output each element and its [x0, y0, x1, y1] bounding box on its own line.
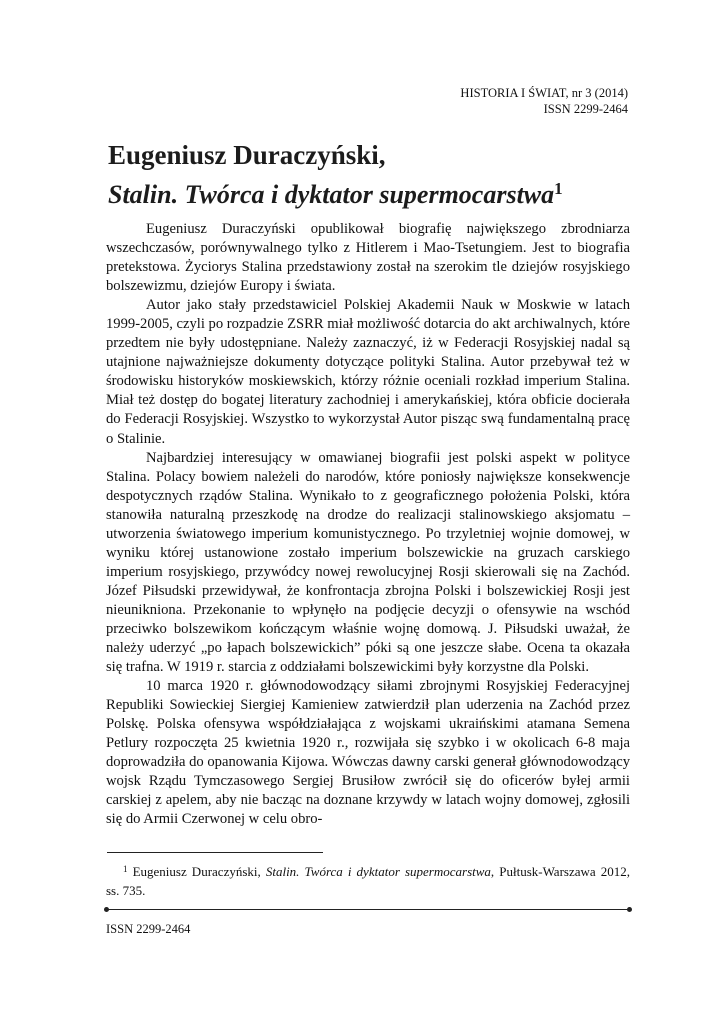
- paragraph: Eugeniusz Duraczyński opublikował biografię największego zbrodniarza wszechczasów, porównywalnego tylko z Hitlerem i Mao-Tsetungiem. Jest to biografia pretekstowa. Życiorys Stalina przedstawiony został na szerokim tle dziejów rosyjskiego bolszewizmu, dziejów Europy i świata.: [106, 221, 630, 295]
- paragraph: Najbardziej interesujący w omawianej biografii jest polski aspekt w polityce Stalina. Polacy bowiem należeli do narodów, które poniosły największe konsekwencje despotycznych rządów Stalina. Wynikało to z geograficznego położenia Polski, która stanowiła naturalną przeszkodę na drodze do realizacji stalinowskiego aksjomatu – utworzenia światowego imperium komunistycznego. Po trzyletniej wojnie domowej, w wyniku której ustanowione zostało imperium bolszewickie na gruzach carskiego imperium rosyjskiego, przywódcy nowej rewolucyjnej Rosji skierowali się na Zachód. Józef Piłsudski przewidywał, że konfrontacja zbrojna Polski i bolszewickiej Rosji jest nieunikniona. Przekonanie to wpłynęło na podjęcie decyzji o ofensywie na wschód przeciwko bolszewikom kończącym właśnie wojnę domową. J. Piłsudski uważał, że należy uderzyć „po łapach bolszewickich” póki są one jeszcze słabe. Ocena ta okazała się trafna. W 1919 r. starcia z oddziałami bolszewickimi były korzystne dla Polski.: [106, 449, 630, 676]
- rule-end-dot: [627, 907, 632, 912]
- paragraph: Autor jako stały przedstawiciel Polskiej Akademii Nauk w Moskwie w latach 1999-2005, czyli po rozpadzie ZSRR miał możliwość dotarcia do akt archiwalnych, które przedtem nie były udostępniane. Należy zaznaczyć, iż w Federacji Rosyjskiej nadal są utajnione najważniejsze dokumenty dotyczące polityki Stalina. Autor przebywał też w środowisku historyków moskiewskich, którzy różnie oceniali rozkład imperium Stalina. Miał też dostęp do bogatej literatury zachodniej i amerykańskiej, która obficie docierała do Federacji Rosyjskiej. Wszystko to wykorzystał Autor pisząc swą fundamentalną pracę o Stalinie.: [106, 297, 631, 447]
- footnote-separator: [107, 852, 323, 853]
- body-text: [106, 220, 630, 830]
- title-book-text: Stalin. Twórca i dyktator supermocarstwa: [108, 180, 555, 209]
- footer-issn: ISSN 2299-2464: [106, 922, 191, 936]
- footer-rule: [106, 909, 630, 910]
- footnote-book-title: Stalin. Twórca i dyktator supermocarstwa: [265, 864, 491, 879]
- footnote-author: Eugeniusz Duraczyński,: [132, 864, 266, 879]
- header-issn: ISSN 2299-2464: [543, 102, 628, 116]
- footnote-details: , Pułtusk-Warszawa 2012, ss. 735.: [106, 864, 630, 898]
- title-author: Eugeniusz Duraczyński,: [108, 140, 386, 170]
- title-book: [108, 172, 563, 212]
- journal-citation: HISTORIA I ŚWIAT, nr 3 (2014): [460, 86, 628, 100]
- title-footnote-mark: 1: [554, 179, 563, 198]
- footnote-mark: 1: [123, 864, 128, 874]
- running-header: [460, 85, 628, 117]
- rule-end-dot: [104, 907, 109, 912]
- article-title: [108, 138, 563, 212]
- paragraph: 10 marca 1920 r. głównodowodzący siłami zbrojnymi Rosyjskiej Federacyjnej Republiki Sowieckiej Siergiej Kamieniew zatwierdził plan uderzenia na Zachód przez Polskę. Polska ofensywa współdziałająca z wojskami ukraińskimi atamana Semena Petlury rozpoczęta 25 kwietnia 1920 r., rozwijała się szybko i w okolicach 6-8 maja doprowadziła do opanowania Kijowa. Wówczas dawny carski generał głównodowodzący wojsk Rządu Tymczasowego Sergiej Brusiłow zwrócił się do oficerów byłej armii carskiej z apelem, aby nie bacząc na doznane krzywdy w latach wojny domowej, zgłosili się do Armii Czerwonej w celu obro-: [106, 678, 630, 828]
- footnote: [106, 860, 630, 900]
